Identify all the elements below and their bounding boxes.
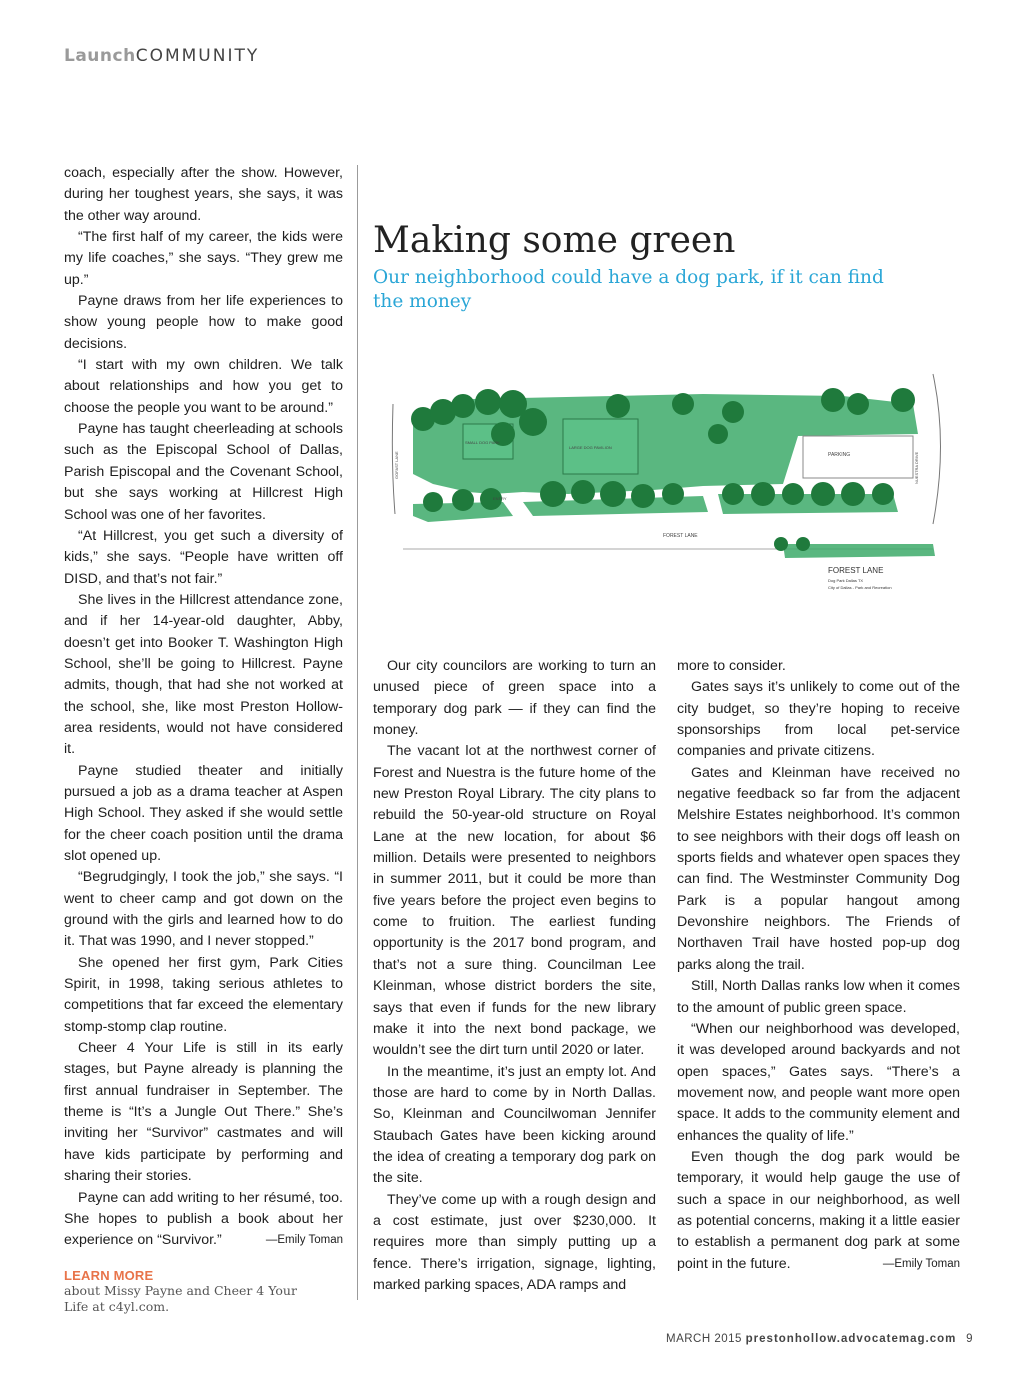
paragraph bbox=[677, 1147, 960, 1275]
section-name: COMMUNITY bbox=[135, 46, 260, 66]
plan-label-parking: PARKING bbox=[828, 452, 851, 458]
paragraph: In the meantime, it’s just an empty lot. And those are hard to come by in North Dallas. So, Kleinman and Councilwoman Jennifer Staubach Gates have been kicking around the idea of creating a temporary dog park on the site. bbox=[373, 1063, 656, 1187]
paragraph: She lives in the Hillcrest attendance zone, and if her 14-year-old daughter, Abby, doesn’t get into Booker T. Washington High School, she’ll be going to Hillcrest. Payne admits, though, that had she not worked at the school, she, like most Preston Hollow-area residents, would not have considered it. bbox=[64, 591, 343, 758]
paragraph: “At Hillcrest, you get such a diversity of kids,” she says. “People have written off DISD, and that’s not fair.” bbox=[64, 527, 343, 587]
middle-column bbox=[373, 656, 656, 1296]
paragraph: Gates says it’s unlikely to come out of the city budget, so they’re hoping to receive sponsorships from local pet-service companies and private citizens. bbox=[677, 679, 960, 760]
column-divider bbox=[357, 165, 358, 1300]
paragraph: “Begrudgingly, I took the job,” she says. “I went to cheer camp and got down on the ground with the girls and learned how to do it. That was 1990, and I never stopped.” bbox=[64, 869, 343, 950]
plan-label-large-dog: LARGE DOG PAVILION bbox=[569, 445, 612, 450]
right-column bbox=[677, 656, 960, 1275]
paragraph: “I start with my own children. We talk about relationships and how you get to choose the people you want to be around.” bbox=[64, 357, 343, 416]
site-url: prestonhollow.advocatemag.com bbox=[745, 1333, 957, 1345]
issue-date: MARCH 2015 bbox=[666, 1333, 742, 1345]
plan-label-entry: ENTRY bbox=[493, 496, 507, 501]
paragraph: Still, North Dallas ranks low when it comes to the amount of public green space. bbox=[677, 978, 960, 1016]
paragraph: She opened her first gym, Park Cities Spirit, in 1998, taking serious athletes to competitions that far exceed the elementary stomp-stomp clap routine. bbox=[64, 954, 343, 1035]
section-header bbox=[64, 46, 259, 66]
plan-label-street-left: GOFAST LANE bbox=[394, 451, 399, 479]
learn-more-box bbox=[64, 1268, 324, 1315]
paragraph: Our city councilors are working to turn an unused piece of green space into a temporary dog park — if they can find the money. bbox=[373, 658, 656, 739]
paragraph bbox=[64, 1188, 343, 1252]
paragraph-text: Payne can add writing to her résumé, too. She hopes to publish a book about her experience on “Survivor.” bbox=[64, 1189, 343, 1249]
paragraph: The vacant lot at the northwest corner of Forest and Nuestra is the future home of the new Preston Royal Library. The city plans to rebuild the 50-year-old structure on Royal Lane at the new location, for about $6 million. Details were presented to neighbors in summer 2011, but it could be more than five years before the project even begins to come to fruition. The earliest funding opportunity is the 2017 bond program, and that’s not a sure thing. Councilman Lee Kleinman, whose district borders the site, says that even if funds for the new library make it into the next bond package, we wouldn’t see the dirt turn until 2020 or later. bbox=[373, 743, 656, 1059]
article-headline: Making some green bbox=[373, 220, 736, 261]
learn-more-label: LEARN MORE bbox=[64, 1268, 154, 1283]
paragraph: Payne has taught cheerleading at schools such as the Episcopal School of Dallas, Parish Episcopal and the Covenant School, but she says working at Hillcrest High School was one of her favorites. bbox=[64, 421, 343, 523]
article-subhead: Our neighborhood could have a dog park, if it can find the money bbox=[373, 267, 884, 312]
paragraph: They’ve come up with a rough design and a cost estimate, just over $230,000. It requires more than simply putting up a fence. There’s irrigation, signage, lighting, marked parking spaces, ADA ramps and bbox=[373, 1191, 656, 1293]
paragraph: Payne draws from her life experiences to show young people how to make good decisions. bbox=[64, 293, 343, 352]
page-footer bbox=[666, 1333, 973, 1345]
dog-park-site-plan bbox=[373, 344, 961, 612]
byline: —Emily Toman bbox=[265, 1234, 343, 1247]
paragraph: “The first half of my career, the kids were my life coaches,” she says. “They grew me up.” bbox=[64, 229, 343, 288]
plan-label-street-right: NUESTRA DRIVE bbox=[914, 451, 919, 484]
plan-caption-line2: City of Dallas - Park and Recreation bbox=[828, 585, 892, 590]
plan-caption-line1: Dog Park Dallas TX bbox=[828, 578, 864, 583]
paragraph: Cheer 4 Your Life is still in its early stages, but Payne already is planning the first annual fundraiser in September. The theme is “It’s a Jungle Out There.” She’s inviting her “Survivor” castmates and will have kids participate by performing and sharing their stories. bbox=[64, 1040, 343, 1185]
paragraph-text: Even though the dog park would be temporary, it would help gauge the use of such a space in our neighborhood, as well as potential concerns, making it a little easier to establish a permanent dog park at some point in the future. bbox=[677, 1148, 960, 1272]
byline: —Emily Toman bbox=[882, 1257, 960, 1270]
left-column bbox=[64, 163, 343, 1252]
page-number: 9 bbox=[966, 1333, 973, 1345]
plan-caption-title: FOREST LANE bbox=[828, 566, 884, 575]
section-brand: Launch bbox=[64, 46, 136, 66]
paragraph: more to consider. bbox=[677, 658, 786, 674]
plan-label-forest-lane: FOREST LANE bbox=[663, 533, 698, 539]
paragraph: Payne studied theater and initially pursued a job as a drama teacher at Aspen High School. They asked if she would settle for the cheer coach position until the drama slot opened up. bbox=[64, 762, 343, 864]
paragraph: “When our neighborhood was developed, it was developed around backyards and not open spaces,” Gates says. “There’s a movement now, and people want more open space. It adds to the community element and enhances the quality of life.” bbox=[677, 1020, 960, 1144]
plan-label-small-dog: SMALL DOG PARK bbox=[465, 440, 500, 445]
paragraph: Gates and Kleinman have received no negative feedback so far from the adjacent Melshire Estates neighborhood. It’s common to see neighbors with their dogs off leash on sports fields and whatever open spaces they can find. The Westminster Community Dog Park is a popular hangout among Devonshire neighbors. The Friends of Northaven Trail have hosted pop-up dog parks along the trail. bbox=[677, 764, 960, 973]
paragraph: coach, especially after the show. However, during her toughest years, she says, it was the other way around. bbox=[64, 165, 343, 224]
learn-more-text: about Missy Payne and Cheer 4 Your Life at c4yl.com. bbox=[64, 1283, 297, 1314]
